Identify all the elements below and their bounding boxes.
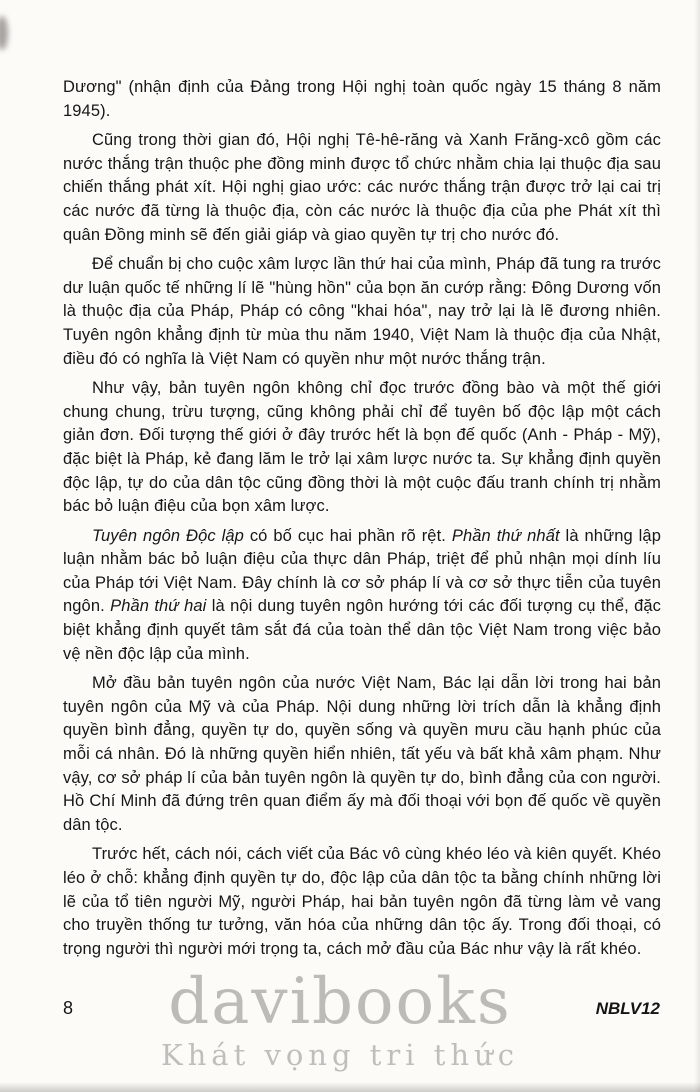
text-run: Trước hết, cách nói, cách viết của Bác vô cùng khéo léo và kiên quyết. Khéo léo ở chỗ: khẳng định quyền tự do, độc lập của dân tộc ta bằng chính những lời lẽ của tổ tiên người Mỹ, người Pháp, hai bản tuyên ngôn đã từng làm vẻ vang cho truyền thống tư tưởng, văn hóa của những dân tộc ấy. Trong đối thoại, có trọng người thì người mới trọng ta, cách mở đầu của Bác như vậy là rất khéo. bbox=[63, 845, 661, 958]
text-run: Dương" (nhận định của Đảng trong Hội nghị toàn quốc ngày 15 tháng 8 năm 1945). bbox=[63, 78, 661, 120]
scan-smudge bbox=[0, 16, 8, 50]
italic-text-run: Phần thứ nhất bbox=[451, 526, 560, 545]
book-code: NBLV12 bbox=[595, 999, 660, 1018]
page-body-text bbox=[63, 76, 661, 967]
text-run: có bố cục hai phần rõ rệt. bbox=[243, 526, 452, 545]
text-run: Mở đầu bản tuyên ngôn của nước Việt Nam, Bác lại dẫn lời trong hai bản tuyên ngôn của Mỹ và của Pháp. Nội dung những lời trích dẫn là khẳng định quyền bình đẳng, quyền tự do, quyền sống và quyền mưu cầu hạnh phúc của mỗi cá nhân. Đó là những quyền hiển nhiên, tất yếu và bất khả xâm phạm. Như vậy, cơ sở pháp lí của bản tuyên ngôn là quyền tự do, bình đẳng của con người. Hồ Chí Minh đã đứng trên quan điểm ấy mà đối thoại với bọn đế quốc về quyền dân tộc. bbox=[63, 674, 661, 834]
paragraph bbox=[63, 672, 661, 837]
italic-text-run: Tuyên ngôn Độc lập bbox=[92, 526, 244, 545]
text-run: Như vậy, bản tuyên ngôn không chỉ đọc trước đồng bào và một thế giới chung chung, trừu tượng, cũng không phải chỉ để tuyên bố độc lập một cách giản đơn. Đối tượng thế giới ở đây trước hết là bọn đế quốc (Anh - Pháp - Mỹ), đặc biệt là Pháp, kẻ đang lăm le trở lại xâm lược nước ta. Sự khẳng định quyền độc lập, tự do của dân tộc cũng đồng thời là một cuộc đấu tranh chính trị nhằm bác bỏ luận điệu của bọn xâm lược. bbox=[63, 379, 661, 516]
paragraph bbox=[63, 377, 661, 519]
paragraph bbox=[63, 129, 661, 247]
watermark-logo-text: davibooks bbox=[168, 965, 512, 1039]
text-run: Để chuẩn bị cho cuộc xâm lược lần thứ hai của mình, Pháp đã tung ra trước dư luận quốc tế những lí lẽ "hùng hồn" của bọn ăn cướp rằng: Đông Dương vốn là thuộc địa của Pháp, Pháp có công "khai hóa", nay trở lại là lẽ đương nhiên. Tuyên ngôn khẳng định từ mùa thu năm 1940, Việt Nam là thuộc địa của Nhật, điều đó có nghĩa là Việt Nam có quyền như một nước thắng trận. bbox=[63, 255, 661, 368]
watermark-slogan-text: Khát vọng tri thức bbox=[160, 1038, 520, 1072]
paragraph bbox=[63, 843, 661, 961]
watermark bbox=[30, 965, 650, 1072]
scan-edge-bottom bbox=[0, 1082, 700, 1092]
page-footer bbox=[63, 998, 660, 1019]
italic-text-run: Phần thứ hai bbox=[110, 597, 207, 616]
text-run: Cũng trong thời gian đó, Hội nghị Tê-hê-răng và Xanh Frăng-xcô gồm các nước thắng trận thuộc phe đồng minh được tổ chức nhằm chia lại thuộc địa sau chiến thắng phát xít. Hội nghị giao ước: các nước thắng trận được trở lại cai trị các nước đã từng là thuộc địa, còn các nước là thuộc địa của phe Phát xít thì quân Đồng minh sẽ đến giải giáp và giao quyền tự trị cho nước đó. bbox=[63, 131, 661, 244]
paragraph bbox=[63, 253, 661, 371]
text-run: là những lập luận nhằm bác bỏ luận điệu của thực dân Pháp, triệt để phủ nhận mọi dính líu của Pháp tới Việt Nam. Đây chính là cơ sở pháp lí và cơ sở thực tiễn của tuyên ngôn. bbox=[63, 526, 661, 616]
paragraph bbox=[63, 525, 661, 667]
text-run: là nội dung tuyên ngôn hướng tới các đối tượng cụ thể, đặc biệt khẳng định quyết tâm sắt đá của toàn thể dân tộc Việt Nam trong việc bảo vệ nền độc lập của mình. bbox=[63, 597, 661, 663]
paragraph bbox=[63, 76, 661, 123]
page-number: 8 bbox=[63, 998, 74, 1018]
scan-edge-right bbox=[694, 0, 700, 1092]
